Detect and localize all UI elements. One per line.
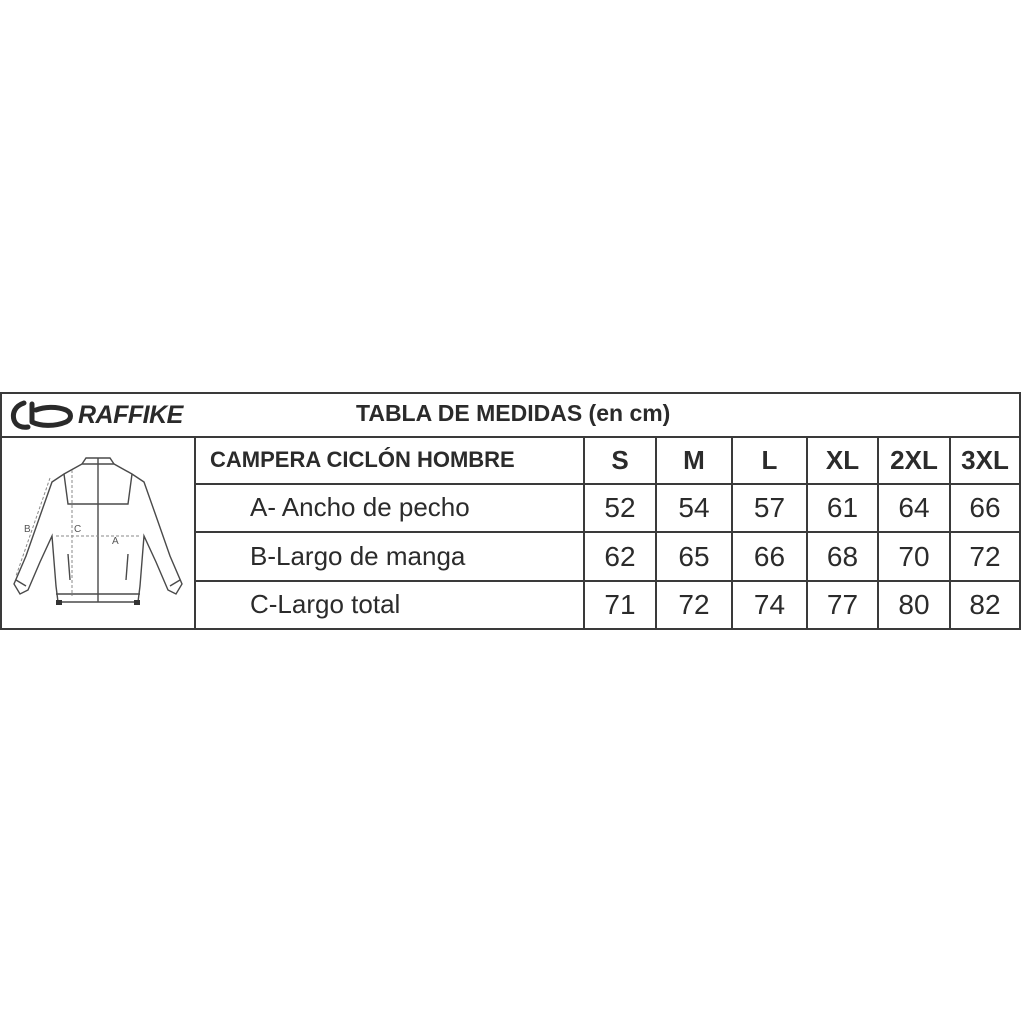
jacket-diagram-icon [6,456,192,616]
size-header: 3XL [950,438,1019,484]
table-cell: 54 [656,484,732,533]
measurements-table [196,438,1019,628]
table-cell: 77 [807,581,878,628]
size-header: M [656,438,732,484]
table-cell: 68 [807,532,878,581]
table-row [196,532,1019,581]
size-chart [0,392,1021,630]
table-cell: 82 [950,581,1019,628]
table-header-row [196,438,1019,484]
table-cell: 72 [656,581,732,628]
size-header: L [732,438,807,484]
size-chart-header [2,394,1019,438]
table-cell: 65 [656,532,732,581]
table-cell: 57 [732,484,807,533]
table-row [196,484,1019,533]
table-cell: 71 [584,581,656,628]
table-cell: 66 [950,484,1019,533]
table-row [196,581,1019,628]
label-c: C [74,524,82,535]
table-cell: 62 [584,532,656,581]
table-cell: 72 [950,532,1019,581]
page-title: TABLA DE MEDIDAS (en cm) [356,400,671,426]
table-cell: 80 [878,581,950,628]
table-cell: 52 [584,484,656,533]
size-header: S [584,438,656,484]
label-b: B [24,524,31,535]
table-cell: 66 [732,532,807,581]
size-header: XL [807,438,878,484]
product-name: CAMPERA CICLÓN HOMBRE [196,438,584,484]
row-label: B-Largo de manga [196,532,584,581]
table-cell: 70 [878,532,950,581]
size-header: 2XL [878,438,950,484]
table-cell: 74 [732,581,807,628]
table-cell: 64 [878,484,950,533]
brand-logo [10,399,183,431]
table-cell: 61 [807,484,878,533]
illustration-cell [2,438,196,628]
row-label: C-Largo total [196,581,584,628]
label-a: A [112,536,119,547]
raffike-swoosh-logo-icon [10,400,74,430]
row-label: A- Ancho de pecho [196,484,584,533]
brand-name: RAFFIKE [78,400,183,429]
